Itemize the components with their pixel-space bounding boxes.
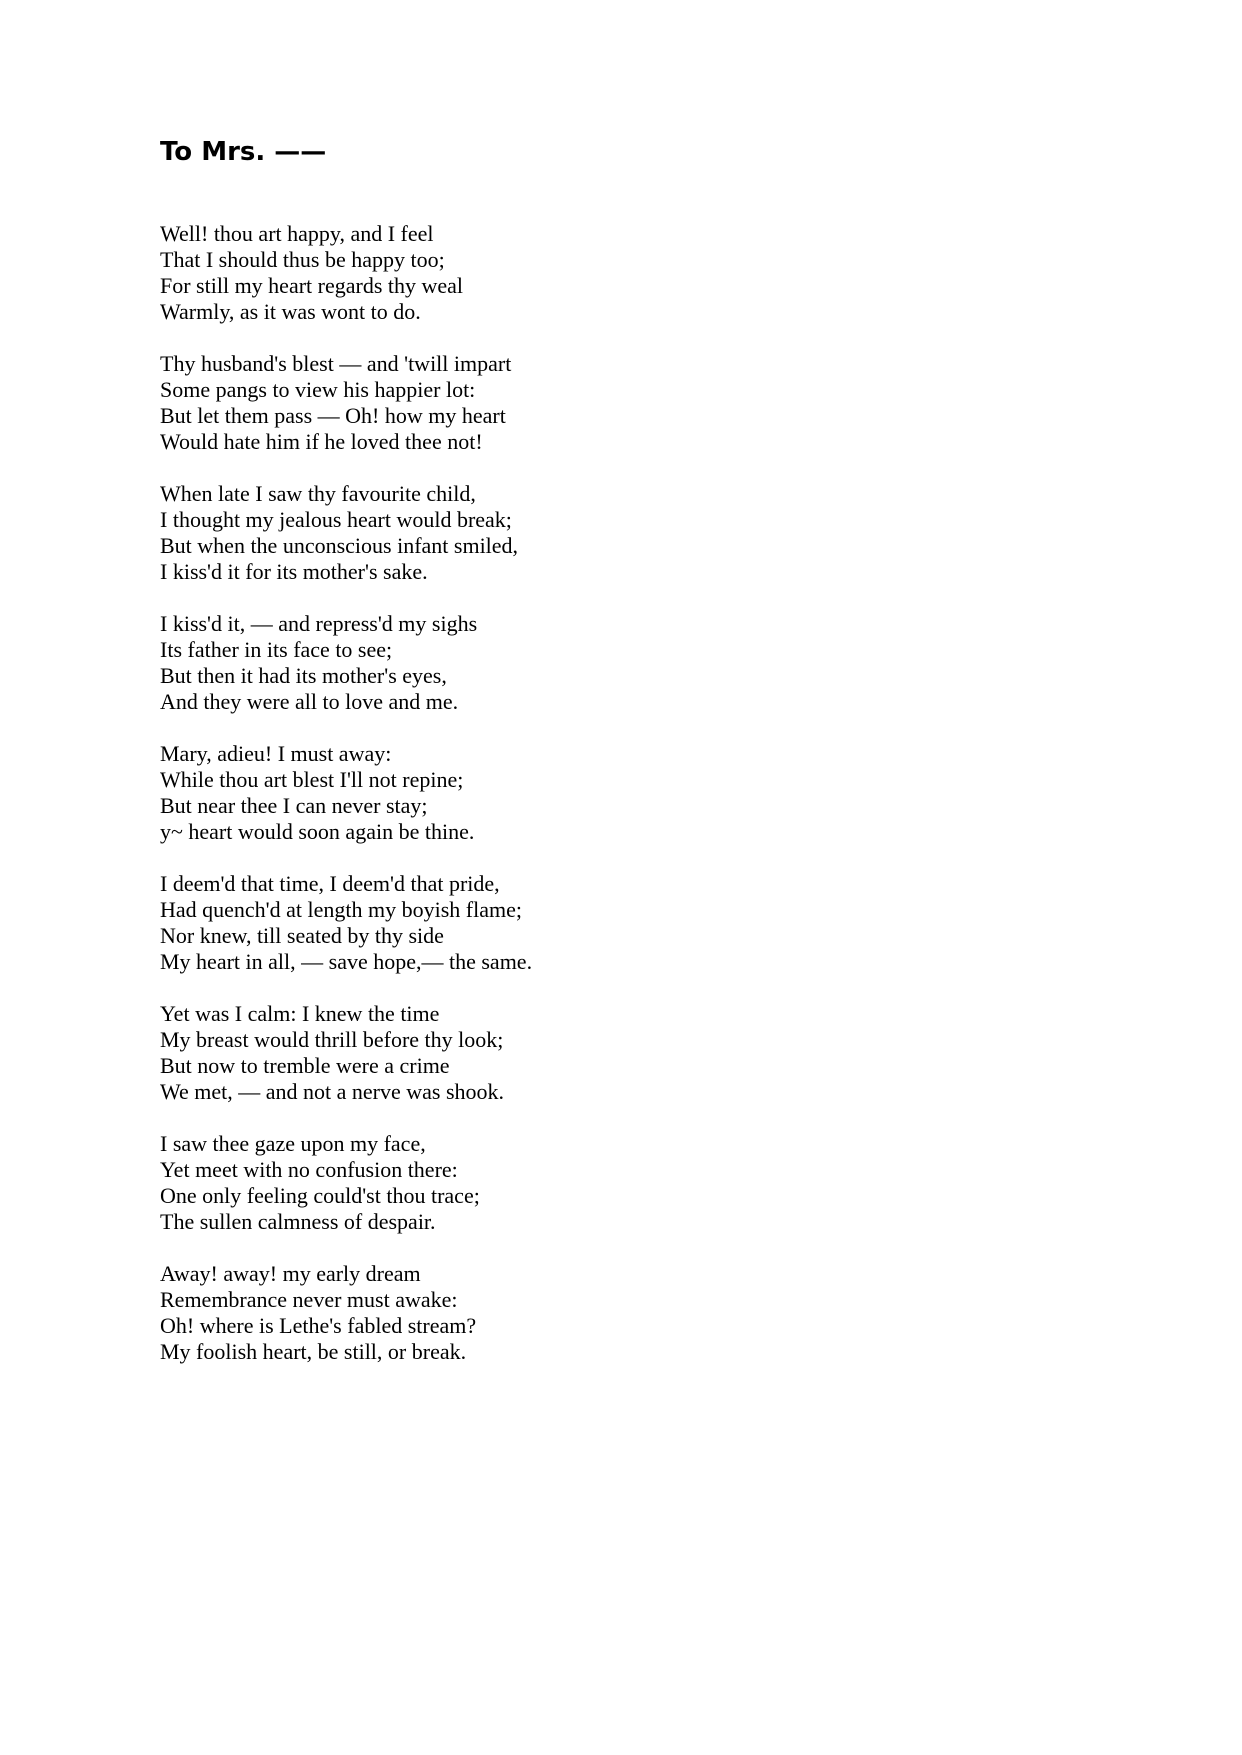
- poem-line: Yet meet with no confusion there:: [160, 1157, 458, 1182]
- stanza: [160, 351, 532, 455]
- poem-line: When late I saw thy favourite child,: [160, 481, 476, 506]
- poem-line: And they were all to love and me.: [160, 689, 459, 714]
- poem-line: My foolish heart, be still, or break.: [160, 1339, 467, 1364]
- poem-line: For still my heart regards thy weal: [160, 273, 464, 298]
- poem-line: Yet was I calm: I knew the time: [160, 1001, 440, 1026]
- poem-title: To Mrs. ——: [160, 137, 327, 167]
- poem-line: My heart in all, — save hope,— the same.: [160, 949, 533, 974]
- poem-line: Oh! where is Lethe's fabled stream?: [160, 1313, 477, 1338]
- poem-line: That I should thus be happy too;: [160, 247, 445, 272]
- poem-line: We met, — and not a nerve was shook.: [160, 1079, 505, 1104]
- poem-line: Remembrance never must awake:: [160, 1287, 458, 1312]
- stanza: [160, 871, 532, 975]
- poem-line: Had quench'd at length my boyish flame;: [160, 897, 522, 922]
- poem-line: But then it had its mother's eyes,: [160, 663, 447, 688]
- poem-line: Away! away! my early dream: [160, 1261, 421, 1286]
- poem-line: I kiss'd it for its mother's sake.: [160, 559, 428, 584]
- stanza: [160, 741, 532, 845]
- poem-line: My breast would thrill before thy look;: [160, 1027, 504, 1052]
- poem-body: [160, 221, 532, 1391]
- poem-line: But now to tremble were a crime: [160, 1053, 450, 1078]
- poem-line: Nor knew, till seated by thy side: [160, 923, 444, 948]
- poem-line: I deem'd that time, I deem'd that pride,: [160, 871, 500, 896]
- poem-line: I thought my jealous heart would break;: [160, 507, 512, 532]
- poem-line: Would hate him if he loved thee not!: [160, 429, 483, 454]
- stanza: [160, 481, 532, 585]
- poem-line: The sullen calmness of despair.: [160, 1209, 436, 1234]
- poem-line: Thy husband's blest — and 'twill impart: [160, 351, 512, 376]
- poem-line: I saw thee gaze upon my face,: [160, 1131, 426, 1156]
- stanza: [160, 1131, 532, 1235]
- poem-line: I kiss'd it, — and repress'd my sighs: [160, 611, 478, 636]
- poem-line: While thou art blest I'll not repine;: [160, 767, 464, 792]
- stanza: [160, 1001, 532, 1105]
- poem-line: One only feeling could'st thou trace;: [160, 1183, 480, 1208]
- stanza: [160, 1261, 532, 1365]
- poem-line: But let them pass — Oh! how my heart: [160, 403, 506, 428]
- poem-line: Mary, adieu! I must away:: [160, 741, 392, 766]
- stanza: [160, 221, 532, 325]
- poem-line: Some pangs to view his happier lot:: [160, 377, 476, 402]
- poem-line: Warmly, as it was wont to do.: [160, 299, 421, 324]
- stanza: [160, 611, 532, 715]
- poem-line: y~ heart would soon again be thine.: [160, 819, 475, 844]
- poem-line: But near thee I can never stay;: [160, 793, 428, 818]
- poem-line: Its father in its face to see;: [160, 637, 393, 662]
- poem-line: But when the unconscious infant smiled,: [160, 533, 519, 558]
- poem-line: Well! thou art happy, and I feel: [160, 221, 434, 246]
